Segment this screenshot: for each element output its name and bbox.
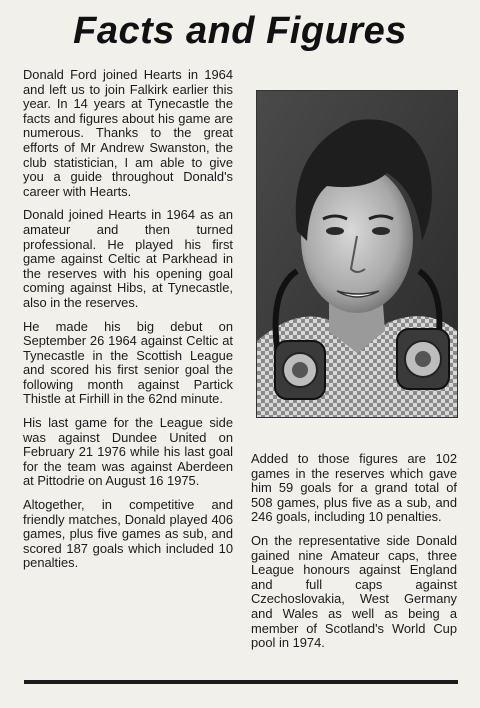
paragraph: Donald Ford joined Hearts in 1964 and left us to join Falkirk earlier this year. In 14 years at Tynecastle the facts and figures about his game are numerous. Thanks to the great efforts of Mr Andrew Swanston, the club statistician, I am able to give you a guide throughout Donald's career with Hearts. [23, 67, 233, 199]
paragraph: Altogether, in competitive and friendly matches, Donald played 406 games, plus five games as sub, and scored 187 goals which included 10 penalties. [23, 497, 233, 571]
paragraph: Donald joined Hearts in 1964 as an amateur and then turned professional. He played his first game against Celtic at Parkhead in the reserves with his opening goal coming against Hibs, at Tynecastle, also in the reserves. [23, 207, 233, 310]
bottom-divider [24, 680, 458, 684]
paragraph: Added to those figures are 102 games in the reserves which gave him 59 goals for a grand total of 508 games, plus five as a sub, and 246 goals, including 10 penalties. [251, 451, 457, 525]
right-text-column [251, 452, 457, 660]
page-title: Facts and Figures [73, 10, 407, 52]
left-text-column [23, 68, 233, 580]
player-portrait-photo [256, 90, 458, 418]
paragraph: He made his big debut on September 26 1964 against Celtic at Tynecastle in the Scottish League and scored his first senior goal the following month against Partick Thistle at Firhill in the 62nd minute. [23, 318, 233, 407]
paragraph: On the representative side Donald gained nine Amateur caps, three League honours against England and full caps against Czechoslovakia, West Germany and Wales as well as being a member of Scotland's World Cup pool in 1974. [251, 532, 457, 651]
paragraph: His last game for the League side was against Dundee United on February 21 1976 while his last goal for the team was against Aberdeen at Pittodrie on August 16 1975. [23, 415, 233, 489]
